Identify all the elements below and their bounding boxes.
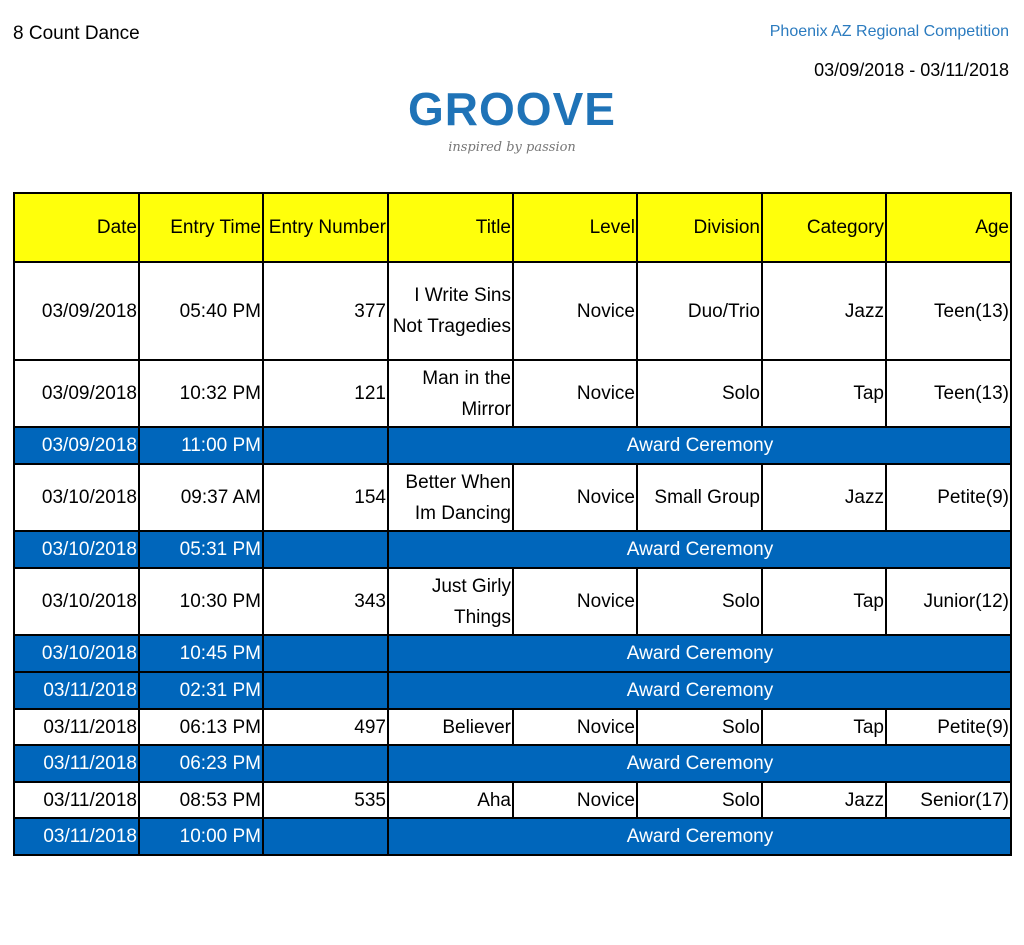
column-header: Level bbox=[513, 193, 637, 262]
time-cell: 05:31 PM bbox=[139, 531, 263, 568]
level-cell: Novice bbox=[513, 568, 637, 635]
time-cell: 06:13 PM bbox=[139, 709, 263, 745]
award-ceremony-row bbox=[14, 531, 1011, 568]
award-ceremony-label: Award Ceremony bbox=[388, 672, 1011, 709]
award-ceremony-label: Award Ceremony bbox=[388, 427, 1011, 464]
award-ceremony-label: Award Ceremony bbox=[388, 818, 1011, 855]
entry-row bbox=[14, 709, 1011, 745]
time-cell: 11:00 PM bbox=[139, 427, 263, 464]
age-cell: Teen(13) bbox=[886, 262, 1011, 360]
time-cell: 10:45 PM bbox=[139, 635, 263, 672]
studio-name: 8 Count Dance bbox=[13, 23, 140, 44]
date-cell: 03/09/2018 bbox=[14, 262, 139, 360]
entry-row bbox=[14, 782, 1011, 818]
category-cell: Tap bbox=[762, 709, 886, 745]
award-ceremony-label: Award Ceremony bbox=[388, 635, 1011, 672]
date-cell: 03/10/2018 bbox=[14, 568, 139, 635]
groove-logo bbox=[395, 85, 630, 160]
time-cell: 10:32 PM bbox=[139, 360, 263, 427]
title-cell: Better When Im Dancing bbox=[388, 464, 513, 531]
date-cell: 03/11/2018 bbox=[14, 709, 139, 745]
empty-cell bbox=[263, 672, 388, 709]
date-cell: 03/10/2018 bbox=[14, 635, 139, 672]
category-cell: Jazz bbox=[762, 782, 886, 818]
date-cell: 03/09/2018 bbox=[14, 427, 139, 464]
age-cell: Senior(17) bbox=[886, 782, 1011, 818]
category-cell: Jazz bbox=[762, 262, 886, 360]
date-cell: 03/11/2018 bbox=[14, 745, 139, 782]
division-cell: Solo bbox=[637, 568, 762, 635]
age-cell: Junior(12) bbox=[886, 568, 1011, 635]
division-cell: Solo bbox=[637, 709, 762, 745]
level-cell: Novice bbox=[513, 262, 637, 360]
empty-cell bbox=[263, 745, 388, 782]
date-cell: 03/10/2018 bbox=[14, 531, 139, 568]
logo-wordmark: GROOVE bbox=[408, 85, 616, 135]
number-cell: 121 bbox=[263, 360, 388, 427]
column-header: Entry Number bbox=[263, 193, 388, 262]
title-cell: Aha bbox=[388, 782, 513, 818]
time-cell: 06:23 PM bbox=[139, 745, 263, 782]
division-cell: Duo/Trio bbox=[637, 262, 762, 360]
award-ceremony-label: Award Ceremony bbox=[388, 745, 1011, 782]
level-cell: Novice bbox=[513, 464, 637, 531]
award-ceremony-row bbox=[14, 427, 1011, 464]
empty-cell bbox=[263, 635, 388, 672]
category-cell: Tap bbox=[762, 568, 886, 635]
number-cell: 154 bbox=[263, 464, 388, 531]
title-cell: I Write Sins Not Tragedies bbox=[388, 262, 513, 360]
column-header: Division bbox=[637, 193, 762, 262]
empty-cell bbox=[263, 427, 388, 464]
division-cell: Solo bbox=[637, 360, 762, 427]
column-header: Age bbox=[886, 193, 1011, 262]
division-cell: Solo bbox=[637, 782, 762, 818]
entry-row bbox=[14, 262, 1011, 360]
date-cell: 03/10/2018 bbox=[14, 464, 139, 531]
date-cell: 03/11/2018 bbox=[14, 672, 139, 709]
award-ceremony-row bbox=[14, 818, 1011, 855]
time-cell: 02:31 PM bbox=[139, 672, 263, 709]
award-ceremony-row bbox=[14, 635, 1011, 672]
division-cell: Small Group bbox=[637, 464, 762, 531]
entry-row bbox=[14, 464, 1011, 531]
column-header: Date bbox=[14, 193, 139, 262]
age-cell: Petite(9) bbox=[886, 709, 1011, 745]
number-cell: 343 bbox=[263, 568, 388, 635]
competition-name: Phoenix AZ Regional Competition bbox=[769, 23, 1009, 40]
time-cell: 10:30 PM bbox=[139, 568, 263, 635]
logo-tagline: inspired by passion bbox=[448, 140, 576, 155]
title-cell: Believer bbox=[388, 709, 513, 745]
award-ceremony-label: Award Ceremony bbox=[388, 531, 1011, 568]
entry-row bbox=[14, 360, 1011, 427]
title-cell: Man in the Mirror bbox=[388, 360, 513, 427]
number-cell: 535 bbox=[263, 782, 388, 818]
column-header: Category bbox=[762, 193, 886, 262]
level-cell: Novice bbox=[513, 709, 637, 745]
time-cell: 10:00 PM bbox=[139, 818, 263, 855]
empty-cell bbox=[263, 531, 388, 568]
schedule-table bbox=[13, 192, 1012, 856]
time-cell: 08:53 PM bbox=[139, 782, 263, 818]
date-cell: 03/11/2018 bbox=[14, 818, 139, 855]
column-header: Title bbox=[388, 193, 513, 262]
time-cell: 05:40 PM bbox=[139, 262, 263, 360]
entry-row bbox=[14, 568, 1011, 635]
column-header: Entry Time bbox=[139, 193, 263, 262]
category-cell: Tap bbox=[762, 360, 886, 427]
competition-dates: 03/09/2018 - 03/11/2018 bbox=[814, 60, 1009, 80]
category-cell: Jazz bbox=[762, 464, 886, 531]
award-ceremony-row bbox=[14, 672, 1011, 709]
number-cell: 377 bbox=[263, 262, 388, 360]
empty-cell bbox=[263, 818, 388, 855]
title-cell: Just Girly Things bbox=[388, 568, 513, 635]
date-cell: 03/09/2018 bbox=[14, 360, 139, 427]
age-cell: Petite(9) bbox=[886, 464, 1011, 531]
award-ceremony-row bbox=[14, 745, 1011, 782]
table-header-row bbox=[14, 193, 1011, 262]
date-cell: 03/11/2018 bbox=[14, 782, 139, 818]
level-cell: Novice bbox=[513, 782, 637, 818]
level-cell: Novice bbox=[513, 360, 637, 427]
age-cell: Teen(13) bbox=[886, 360, 1011, 427]
time-cell: 09:37 AM bbox=[139, 464, 263, 531]
number-cell: 497 bbox=[263, 709, 388, 745]
